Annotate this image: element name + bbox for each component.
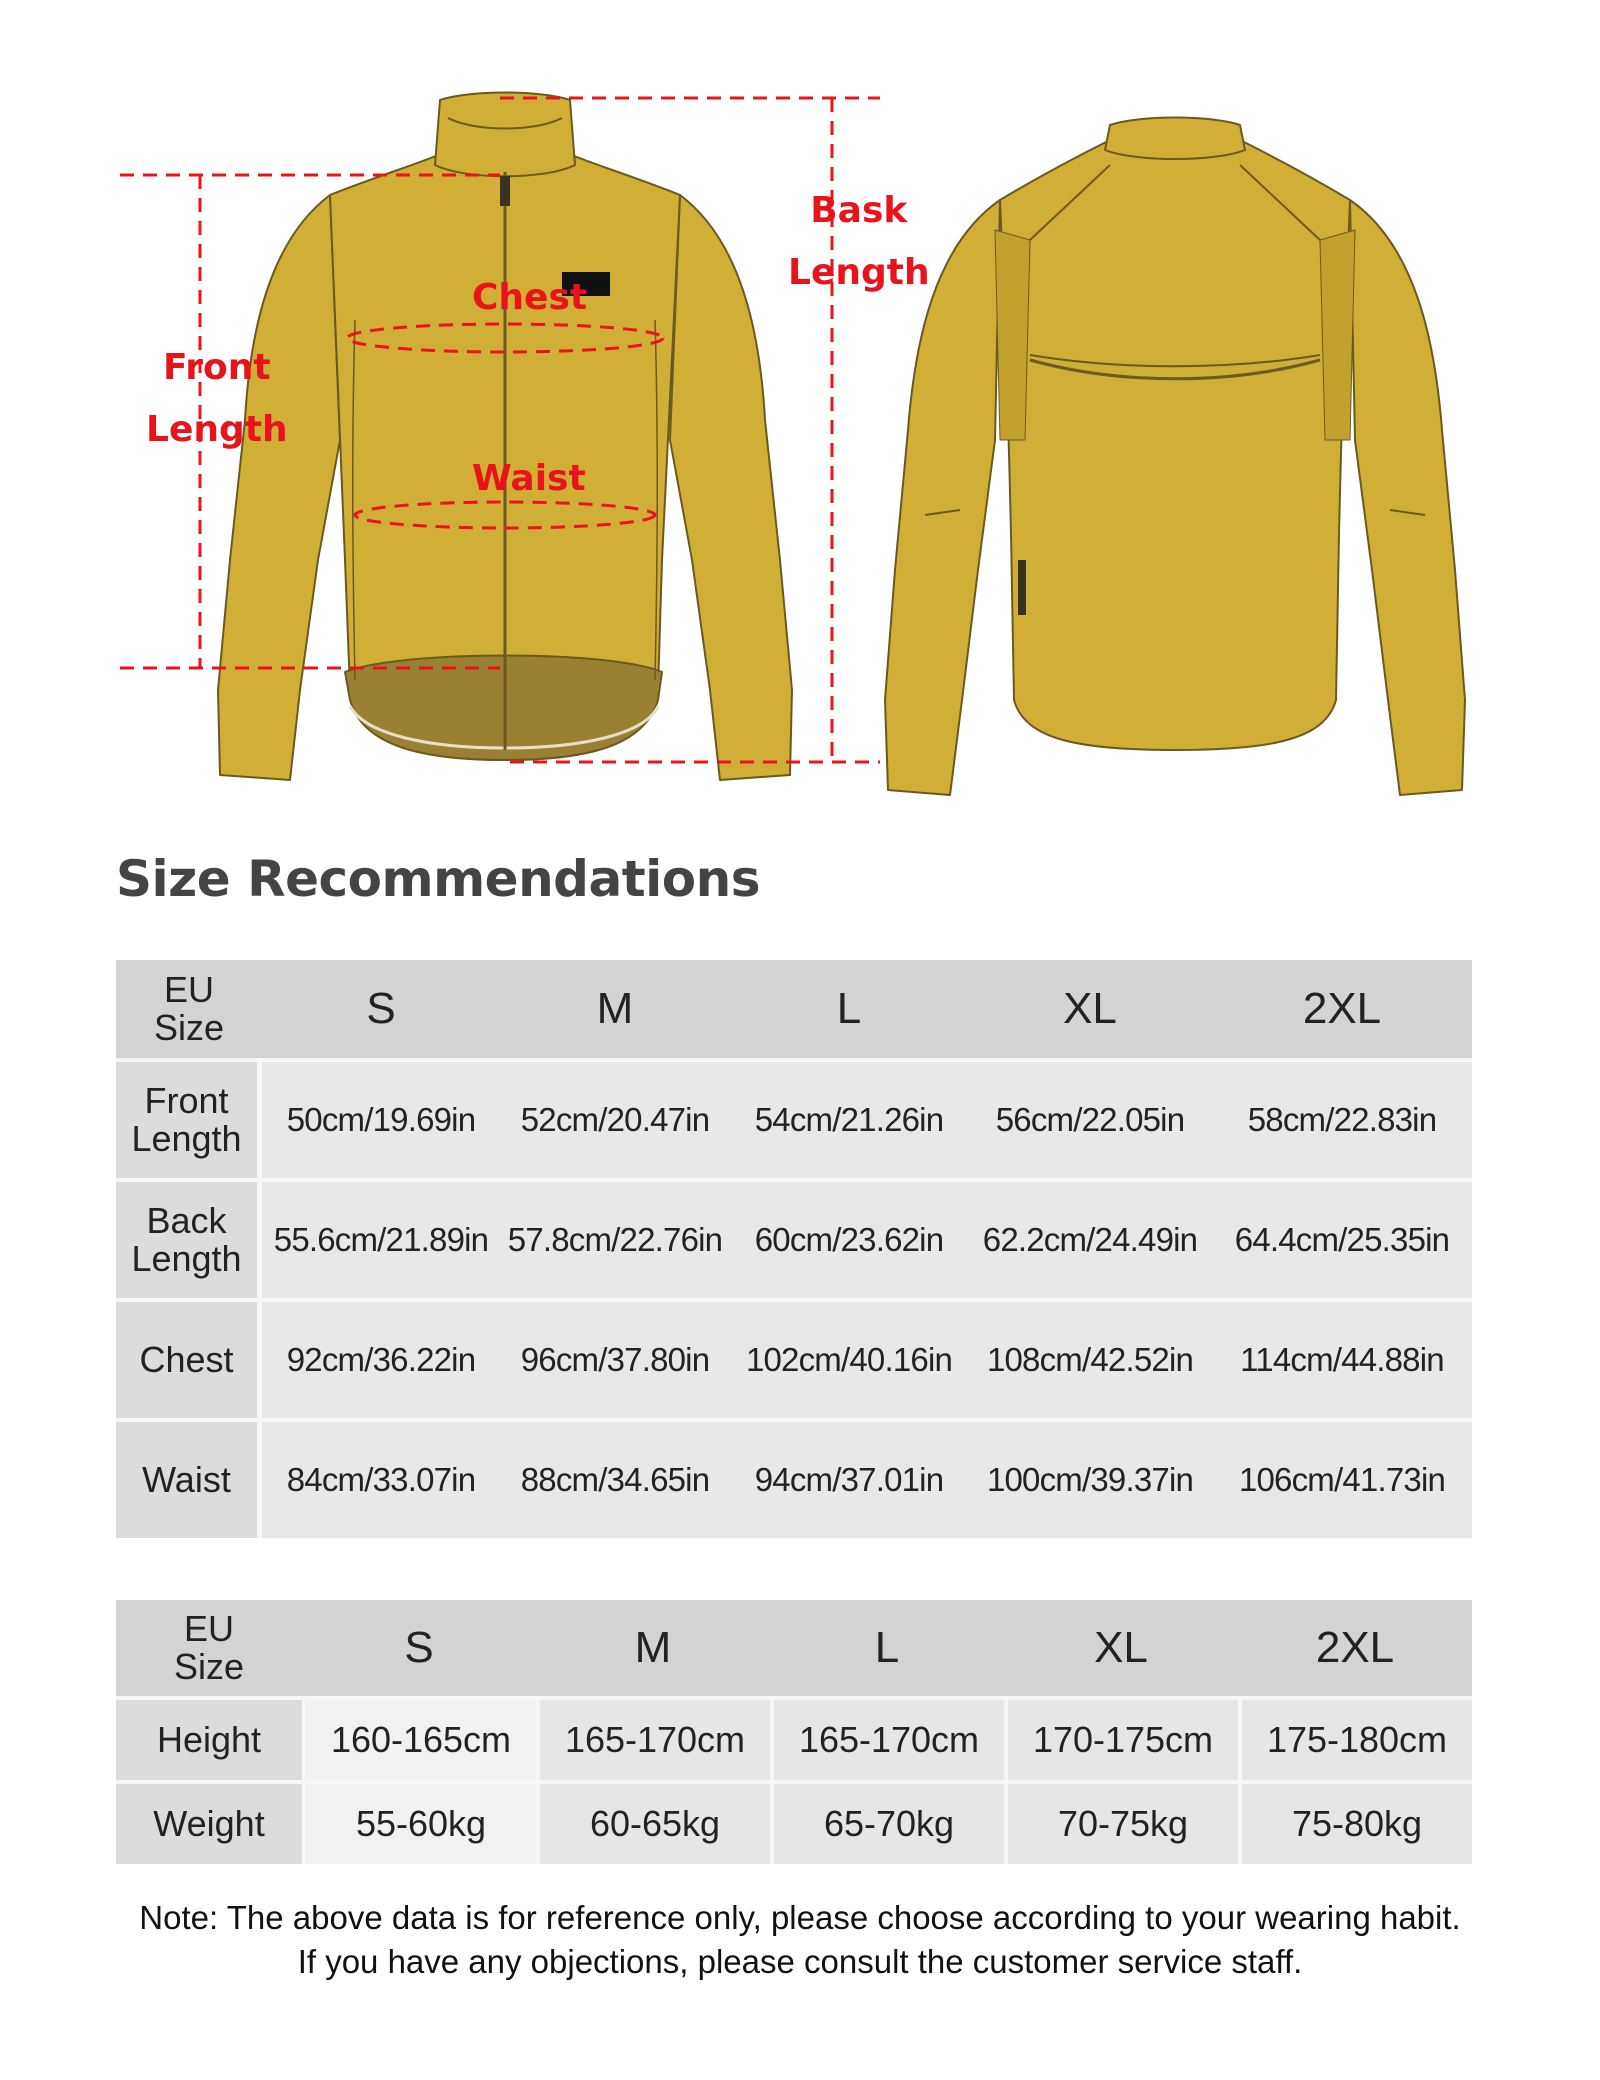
table-cell: 84cm/33.07in [262,1418,500,1538]
table-cell: 88cm/34.65in [500,1418,730,1538]
table-cell: 96cm/37.80in [500,1298,730,1418]
front-length-label-line-2: Length [146,409,288,450]
eu-size-header-line-1: EU [183,1608,234,1649]
table-cell: 55.6cm/21.89in [262,1178,500,1298]
size-header-2xl: 2XL [1212,960,1472,1058]
row-label-line-2: Length [131,1118,242,1159]
table-row-chest [116,1298,1472,1418]
table-cell: 165-170cm [536,1696,770,1780]
table-cell: 165-170cm [770,1696,1004,1780]
table-cell: 75-80kg [1238,1780,1472,1864]
table-cell: 65-70kg [770,1780,1004,1864]
back-body [1000,140,1350,750]
table-cell: 60cm/23.62in [730,1178,968,1298]
table-cell: 114cm/44.88in [1212,1298,1472,1418]
back-collar [1105,118,1245,160]
note-line-1: Note: The above data is for reference only, please choose according to your wearing habit. [139,1899,1461,1936]
table-cell: 55-60kg [302,1780,536,1864]
table-cell: 57.8cm/22.76in [500,1178,730,1298]
front-jacket [218,93,792,781]
row-label-height: Height [116,1696,302,1780]
rec-header-2xl: 2XL [1238,1600,1472,1696]
reference-note [0,1896,1600,1984]
rec-header-xl: XL [1004,1600,1238,1696]
table-cell: 70-75kg [1004,1780,1238,1864]
rec-header-m: M [536,1600,770,1696]
rec-header-s: S [302,1600,536,1696]
page-title: Size Recommendations [116,850,760,908]
eu-size-header-line-2: Size [153,1007,225,1048]
size-header-s: S [262,960,500,1058]
table-cell: 58cm/22.83in [1212,1058,1472,1178]
back-length-label [788,180,930,304]
row-label-back-length [116,1178,262,1298]
front-collar [435,93,575,177]
height-weight-table [116,1600,1472,1864]
table-cell: 56cm/22.05in [968,1058,1212,1178]
table-row-front-length [116,1058,1472,1178]
front-right-sleeve [670,195,792,780]
size-header-xl: XL [968,960,1212,1058]
table-row-height [116,1696,1472,1780]
table-cell: 175-180cm [1238,1696,1472,1780]
table-cell: 62.2cm/24.49in [968,1178,1212,1298]
chest-label: Chest [472,277,588,318]
table-row-back-length [116,1178,1472,1298]
table-cell: 92cm/36.22in [262,1298,500,1418]
row-label-weight: Weight [116,1780,302,1864]
waist-label: Waist [472,458,586,499]
table-cell: 102cm/40.16in [730,1298,968,1418]
row-label-waist: Waist [116,1418,262,1538]
table-cell: 60-65kg [536,1780,770,1864]
size-chart-table [116,960,1472,1538]
front-length-label [146,337,288,461]
table-cell: 170-175cm [1004,1696,1238,1780]
size-header-row [116,960,1472,1058]
eu-size-header-line-2: Size [173,1646,245,1687]
eu-size-header [116,1600,302,1696]
table-cell: 160-165cm [302,1696,536,1780]
size-header-m: M [500,960,730,1058]
row-label-chest: Chest [116,1298,262,1418]
front-left-sleeve [218,195,340,780]
table-cell: 106cm/41.73in [1212,1418,1472,1538]
back-right-sleeve [1350,200,1465,795]
table-row-weight [116,1780,1472,1864]
row-label-line-2: Length [131,1238,242,1279]
rec-header-row [116,1600,1472,1696]
size-header-l: L [730,960,968,1058]
back-length-label-line-2: Length [788,252,930,293]
table-cell: 94cm/37.01in [730,1418,968,1538]
eu-size-header-line-1: EU [163,969,214,1010]
table-cell: 64.4cm/25.35in [1212,1178,1472,1298]
note-line-2: If you have any objections, please consult the customer service staff. [297,1943,1303,1980]
rec-header-l: L [770,1600,1004,1696]
row-label-front-length [116,1058,262,1178]
table-cell: 100cm/39.37in [968,1418,1212,1538]
row-label-line-1: Back [146,1200,227,1241]
table-cell: 54cm/21.26in [730,1058,968,1178]
table-cell: 50cm/19.69in [262,1058,500,1178]
row-label-line-1: Front [144,1080,229,1121]
eu-size-header [116,960,262,1058]
back-length-label-line-1: Bask [810,190,908,231]
table-row-waist [116,1418,1472,1538]
back-jacket [885,118,1465,796]
table-cell: 108cm/42.52in [968,1298,1212,1418]
jacket-illustration [0,0,1600,820]
front-length-label-line-1: Front [162,347,271,388]
table-cell: 52cm/20.47in [500,1058,730,1178]
